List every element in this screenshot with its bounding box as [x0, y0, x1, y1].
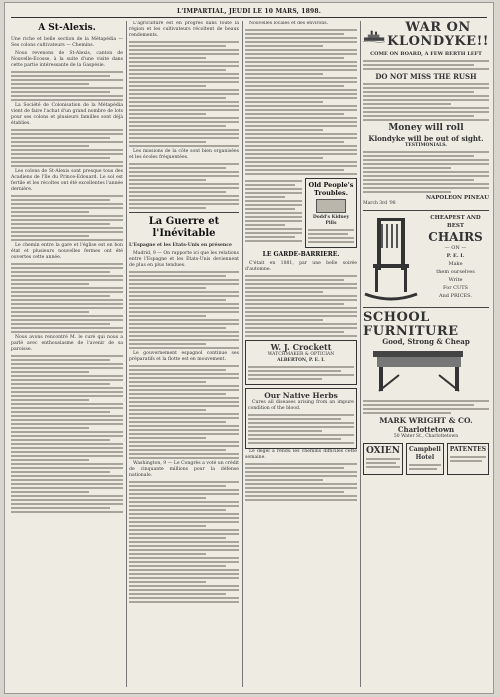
- mark-wright-addr: 50 Water St., Charlottetown: [393, 434, 459, 439]
- make-label: Make: [448, 261, 463, 267]
- column-rule: [126, 21, 127, 687]
- article-paragraph: Nous avons rencontré M. le curé qui nous a parlé avec enthousiasme de l'avenir de sa paroisse.: [11, 335, 123, 352]
- text-lines: [363, 400, 489, 414]
- campbell-ad: [406, 443, 444, 475]
- write-label: Write: [448, 277, 463, 283]
- cheapest-label: CHEAPEST AND BEST: [430, 215, 481, 229]
- article-paragraph: Les missions de la côte sont bien organisées et les écoles fréquentées.: [129, 149, 239, 160]
- for-cuts-label: For CUTS: [443, 285, 468, 291]
- them-label: them ourselves: [436, 269, 475, 275]
- column-rule: [360, 21, 361, 687]
- crockett-ad: [245, 340, 357, 385]
- chairs-title: CHAIRS: [428, 230, 483, 244]
- chairs-pei: P. E. I.: [446, 253, 465, 259]
- section-divider: [129, 212, 239, 213]
- mark-wright-name: MARK WRIGHT & CO.: [379, 416, 473, 425]
- crockett-sub: WATCHMAKER & OPTICIAN: [267, 352, 335, 357]
- bottom-ads-row: [363, 443, 489, 475]
- text-lines: [129, 271, 239, 349]
- article-paragraph: Les colons de St-Alexis sont presque tous des Acadiens de l'Ile du Prince-Edouard. Le sol est fertile et les récoltes ont été excellentes l'année dernière.: [11, 169, 123, 192]
- school-title: SCHOOL: [363, 310, 430, 325]
- text-lines: [129, 365, 239, 459]
- crockett-place: ALBERTON, P. E. I.: [277, 358, 325, 363]
- text-lines: [245, 275, 357, 337]
- article-subheading-war: L'Espagne et les Etats-Unis en présence: [129, 243, 232, 248]
- text-lines: [11, 355, 123, 513]
- dodds-ad-row: [245, 178, 357, 248]
- klondyke-title: KLONDYKE!!: [387, 34, 489, 49]
- article-subheading: Une riche et belle section de la Métapédia — Ses colons cultivateurs — Chemins.: [11, 37, 123, 48]
- patentes-ad: [447, 443, 489, 475]
- klondyke-out: Klondyke will be out of sight.: [368, 134, 484, 143]
- native-herbs-ad: [245, 388, 357, 449]
- column-4-ads: [363, 21, 489, 689]
- text-lines: [11, 71, 123, 101]
- war-on-title: WAR ON: [405, 21, 471, 35]
- dodds-ad-box: [305, 178, 357, 248]
- text-lines: [245, 463, 357, 501]
- article-paragraph: Nous revenons de St-Alexis, canton de Nouvelle-Ecosse, à la suite d'une visite dans cette partie intéressante de la Gaspésie.: [11, 51, 123, 68]
- text-lines: [11, 129, 123, 167]
- article-paragraph: Washington, 9 — Le Congrès a voté un crédit de cinquante millions pour la défense nationale.: [129, 461, 239, 478]
- article-heading-st-alexis: A St-Alexis.: [38, 23, 96, 33]
- masthead: [11, 6, 487, 18]
- text-lines: [129, 481, 239, 603]
- column-3: [245, 21, 357, 689]
- oxien-ad: [363, 443, 403, 475]
- money-roll: Money will roll: [388, 123, 464, 133]
- chairs-on: — ON —: [444, 245, 467, 251]
- klondyke-sub: COME ON BOARD, A FEW BERTH LEFT: [370, 51, 482, 57]
- article-paragraph: Le chemin entre la gare et l'église est en bon état et plusieurs nouvelles fermes ont été ouvertes cette année.: [11, 243, 123, 260]
- rush-title: DO NOT MISS THE RUSH: [375, 72, 477, 81]
- oxien-title: OXIEN: [366, 446, 400, 456]
- article-paragraph: Le dégel a rendu les chemins difficiles cette semaine.: [245, 449, 357, 460]
- article-paragraph: Le gouvernement espagnol continue ses préparatifs et la flotte est en mouvement.: [129, 351, 239, 362]
- native-herbs-text: Cures all diseases arising from an impure condition of the blood.: [248, 400, 354, 411]
- dodds-ad-title: Old People's Troubles.: [308, 181, 354, 197]
- column-2: [129, 21, 239, 689]
- article-paragraph: C'était en 1881, par une belle soirée d'automne.: [245, 261, 357, 272]
- text-lines: [245, 29, 357, 175]
- dodds-left-text: [245, 178, 302, 248]
- text-lines: [363, 83, 489, 121]
- column-1: [11, 21, 123, 689]
- article-paragraph: La Société de Colonisation de la Métapédia vient de faire l'achat d'un grand nombre de lots pour ses colons et plusieurs familles sont déjà établies.: [11, 103, 123, 126]
- napoleon-date: March 3rd '98: [363, 201, 396, 206]
- patentes-title: PATENTES: [449, 446, 487, 453]
- rocking-chair-icon: [363, 214, 419, 304]
- campbell-title: Campbell Hotel: [408, 446, 441, 461]
- text-lines: [129, 41, 239, 147]
- chairs-ad: [363, 214, 489, 304]
- dodds-ad-product: Dodd's Kidney Pills: [312, 215, 350, 226]
- school-desk-icon: [363, 345, 487, 395]
- goods-label: Good, Strong & Cheap: [382, 337, 470, 346]
- mark-wright-place: Charlottetown: [397, 425, 455, 434]
- crockett-name: W. J. Crockett: [270, 342, 332, 352]
- section-divider: [363, 307, 489, 308]
- article-heading-war: La Guerre et l'Inévitable: [148, 216, 220, 239]
- testimonials-title: TESTIMONIALS.: [405, 143, 447, 148]
- text-lines: [363, 60, 489, 70]
- prices-label: And PRICES.: [438, 293, 473, 299]
- section-divider: [363, 210, 489, 211]
- furniture-title: FURNITURE: [363, 324, 459, 339]
- text-lines: [363, 151, 489, 193]
- text-lines: [11, 195, 123, 241]
- napoleon-name: NAPOLEON PINEAU: [425, 195, 489, 201]
- klondyke-ad: [363, 21, 489, 51]
- pill-box-image: [316, 199, 346, 213]
- newspaper-page: [4, 2, 494, 694]
- text-lines: [129, 163, 239, 209]
- article-paragraph: Madrid, 9 — On rapporte ici que les relations entre l'Espagne et les Etats-Unis deviennent de plus en plus tendues.: [129, 251, 239, 268]
- text-lines: [11, 263, 123, 333]
- masthead-title: L'IMPARTIAL, JEUDI LE 10 MARS, 1898.: [176, 8, 322, 15]
- native-herbs-title: Our Native Herbs: [264, 391, 338, 400]
- article-heading-garde: LE GARDE-BARRIERE.: [262, 251, 340, 258]
- column-rule: [242, 21, 243, 687]
- steamship-icon: [363, 21, 385, 51]
- article-paragraph: L'agriculture est en progrès dans toute la région et les cultivateurs récoltent de beaux rendements.: [129, 21, 239, 38]
- article-paragraph: Nouvelles locales et des environs.: [249, 21, 329, 26]
